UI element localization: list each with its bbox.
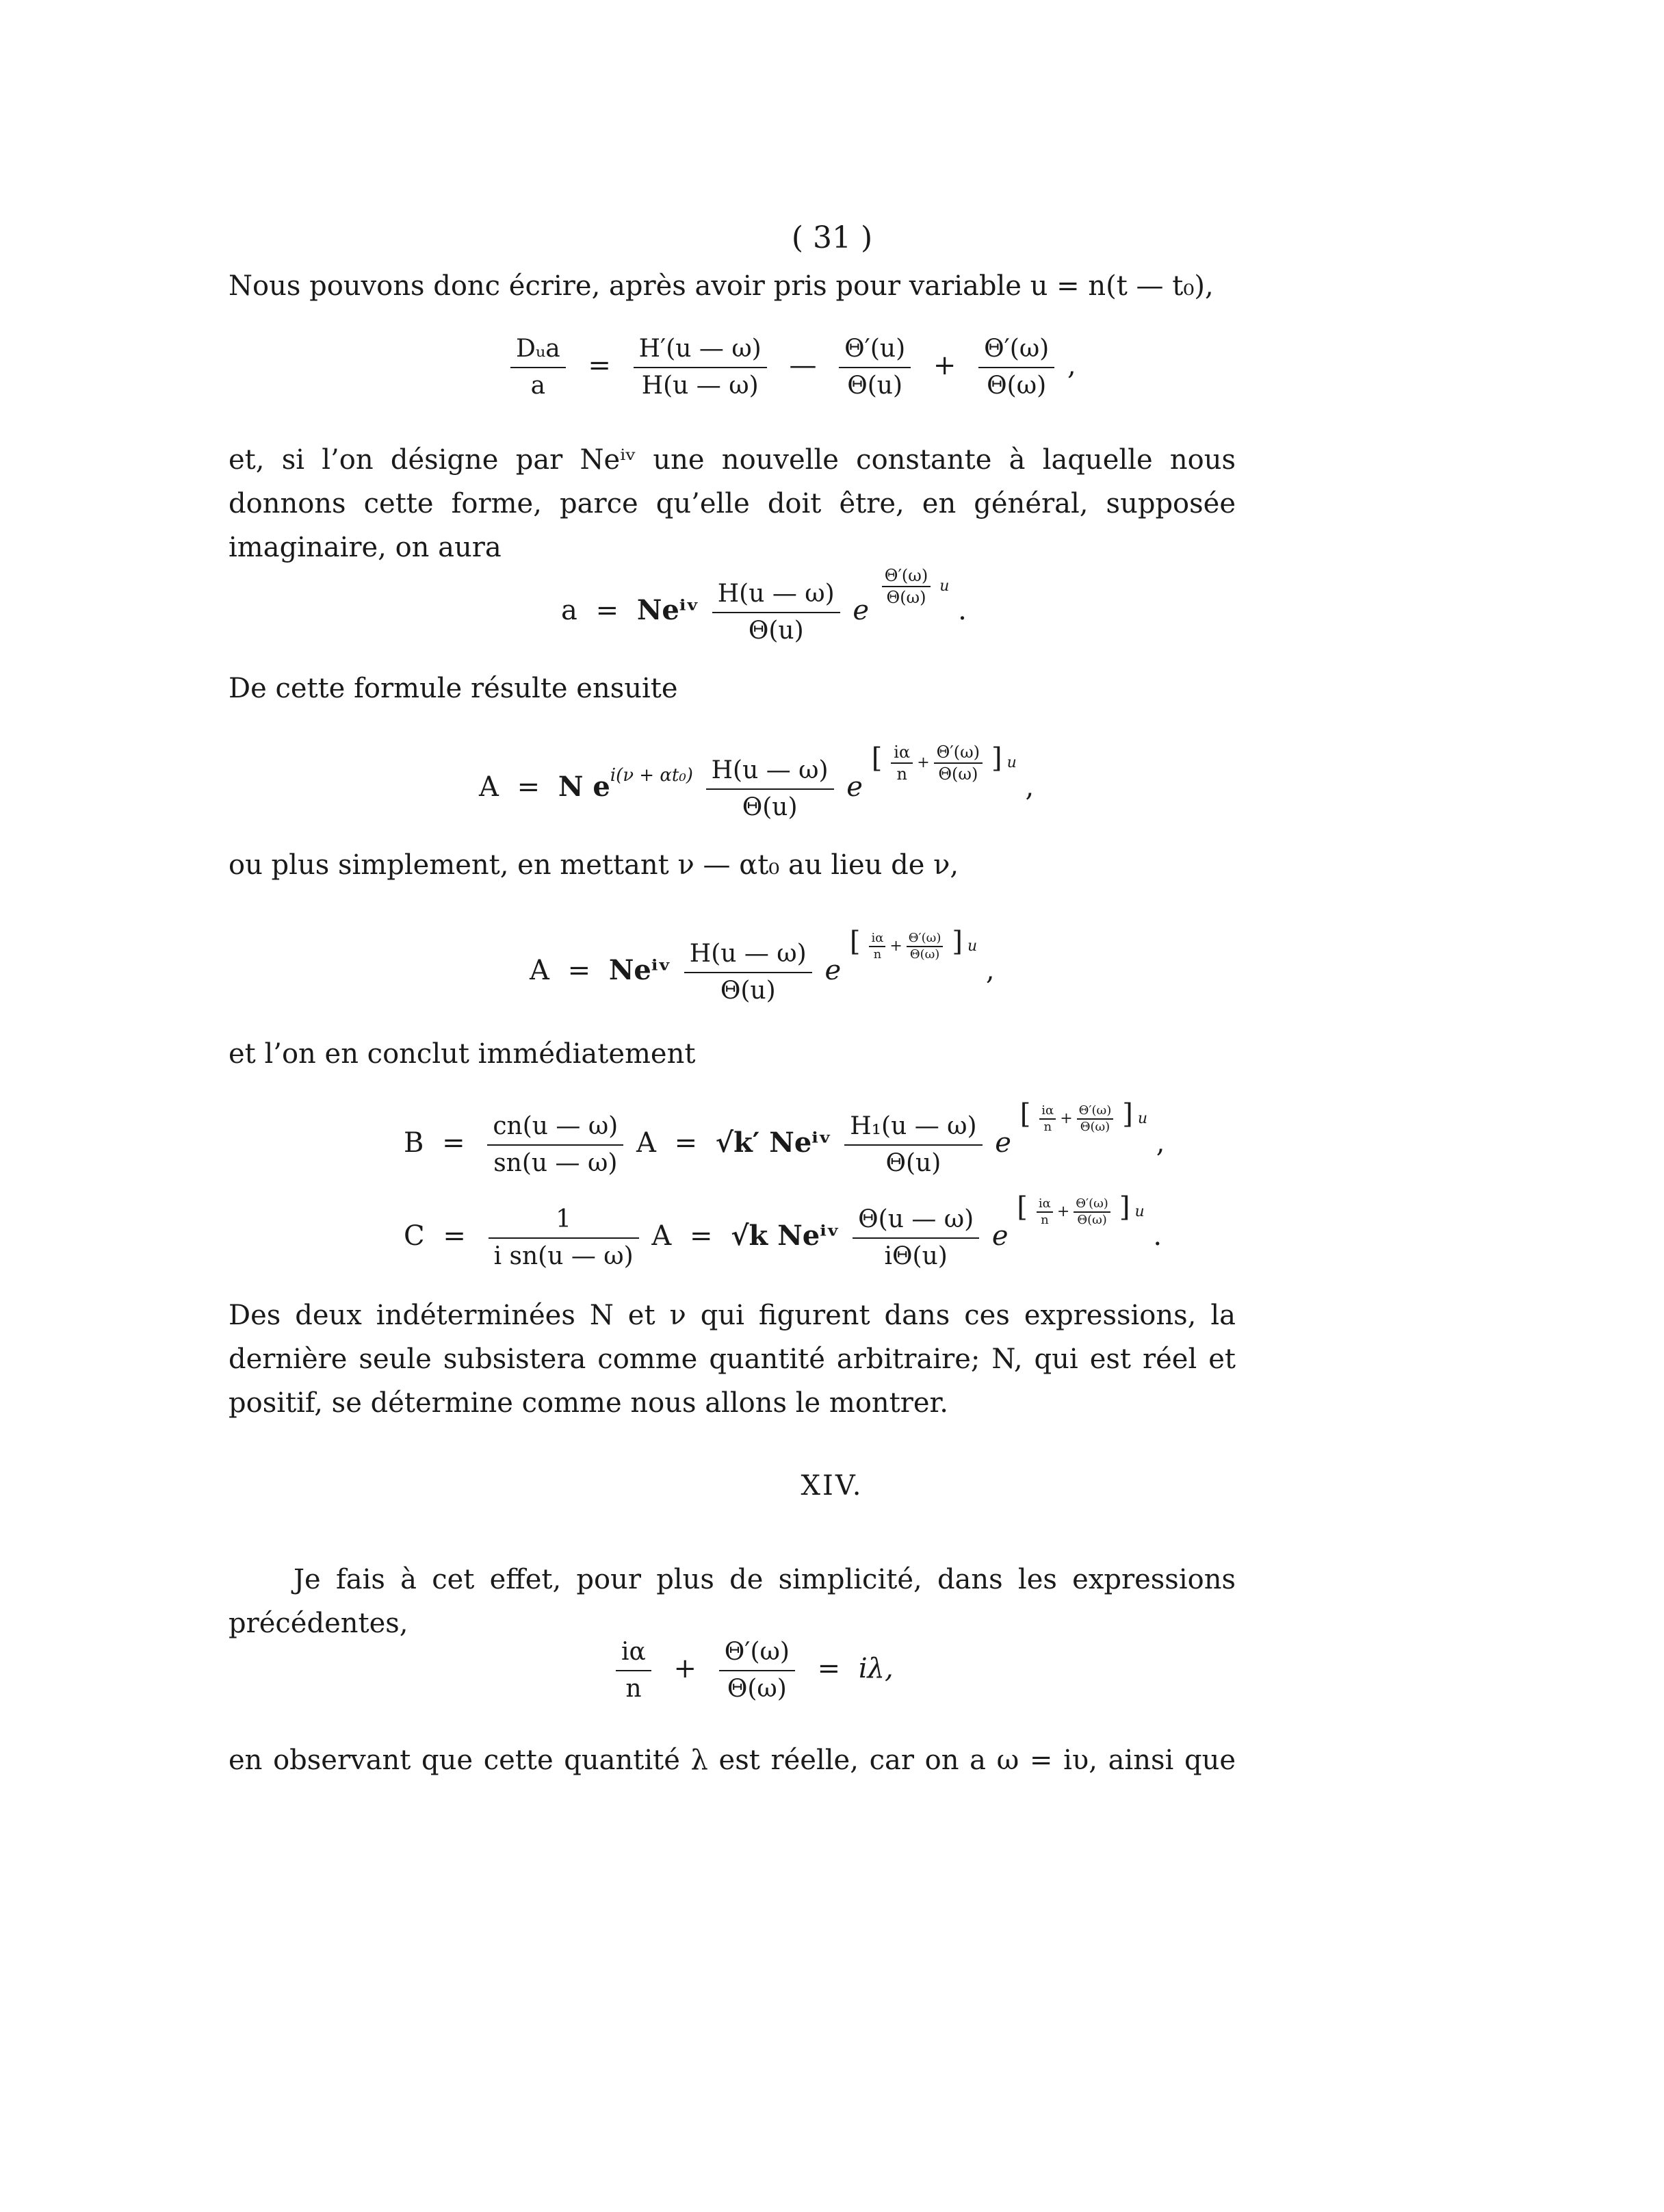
equation-3 <box>479 742 1034 824</box>
eq3-trail: , <box>1025 771 1035 803</box>
eq6-close-bracket: ] <box>1119 1192 1130 1223</box>
eq3-exp-a-num: iα <box>891 742 913 764</box>
eq2-frac-den: Θ(u) <box>748 617 804 645</box>
eq3-coef: N e <box>558 771 610 803</box>
paragraph-8: en observant que cette quantité λ est réelle, car on a ω = iυ, ainsi que <box>229 1745 1236 1776</box>
eq6-exp-a-den: n <box>1041 1213 1049 1227</box>
eq3-exp-b-num: Θ′(ω) <box>934 742 983 764</box>
eq5-exp-b-num: Θ′(ω) <box>1077 1103 1114 1120</box>
eq3-exp-base: e <box>846 771 863 803</box>
eq2-exp-num: Θ′(ω) <box>882 565 931 587</box>
eq4-lhs: A <box>530 955 549 986</box>
eq1-t3-den: Θ(ω) <box>987 372 1047 400</box>
eq5-open-bracket: [ <box>1019 1098 1031 1130</box>
eq2-equals: = <box>595 595 619 626</box>
eq7-b-num: Θ′(ω) <box>719 1636 795 1671</box>
eq6-exp-a-num: iα <box>1037 1196 1053 1213</box>
eq6-exp-b-den: Θ(ω) <box>1077 1213 1107 1227</box>
eq1-t2-num: Θ′(u) <box>839 333 911 368</box>
eq7-equals: = <box>817 1653 841 1684</box>
eq5-equals-2: = <box>674 1127 698 1159</box>
eq5-exponent: [ $\frac{i\alpha}{n}$ + $\frac{\Theta'(\omega)}{\Theta(\omega)}$ ] u <box>1019 1098 1148 1134</box>
eq2-exponent <box>878 565 950 608</box>
paragraph-1: Nous pouvons donc écrire, après avoir pris pour variable u = n(t — t₀), <box>229 270 1214 302</box>
eq4-exp-b-num: Θ′(ω) <box>907 931 944 947</box>
eq4-exp-b-den: Θ(ω) <box>909 947 940 962</box>
eq6-equals-1: = <box>443 1220 466 1252</box>
paragraph-2: et, si l’on désigne par Neⁱᵛ une nouvelle constante à laquelle nous donnons cette forme, parce qu’elle doit être, en général, supposée imaginaire, on aura <box>229 444 1236 563</box>
paragraph-6: Des deux indéterminées N et ν qui figurent dans ces expressions, la dernière seule subsistera comme quantité arbitraire; N, qui est réel et positif, se détermine comme nous allons le montrer. <box>229 1300 1236 1419</box>
eq3-exp-a-den: n <box>896 764 907 784</box>
eq1-equals: = <box>588 350 611 381</box>
eq5-equals-1: = <box>442 1127 465 1159</box>
eq6-exp-a <box>1037 1196 1053 1228</box>
eq7-b-den: Θ(ω) <box>727 1675 787 1703</box>
equation-5 <box>404 1098 1165 1180</box>
eq4-equals: = <box>567 955 591 986</box>
eq6-fraction-2 <box>853 1203 979 1273</box>
eq3-coef-exp: i(ν + αt₀) <box>610 765 693 786</box>
paragraph-4: ou plus simplement, en mettant ν — αt₀ au lieu de ν, <box>229 849 959 881</box>
eq5-fraction-2 <box>844 1110 982 1180</box>
equation-6 <box>404 1192 1162 1273</box>
eq4-frac-den: Θ(u) <box>720 977 776 1005</box>
eq3-frac-num: H(u — ω) <box>706 754 834 790</box>
eq6-f1-num: 1 <box>489 1203 639 1239</box>
eq5-f2-num: H₁(u — ω) <box>844 1110 982 1146</box>
eq1-t2-den: Θ(u) <box>847 372 903 400</box>
eq4-exp-base: e <box>824 955 842 986</box>
eq7-plus: + <box>673 1653 697 1684</box>
equation-4 <box>530 926 995 1007</box>
eq2-exp-fraction <box>882 565 931 608</box>
eq6-lhs: C <box>404 1220 425 1252</box>
eq6-open-bracket: [ <box>1017 1192 1028 1223</box>
paragraph-3: De cette formule résulte ensuite <box>229 673 678 704</box>
eq1-t3-num: Θ′(ω) <box>978 333 1054 368</box>
eq5-exp-b <box>1077 1103 1114 1135</box>
eq5-coef: √k′ Neⁱᵛ <box>715 1127 832 1159</box>
eq6-exp-var: u <box>1134 1203 1145 1220</box>
eq5-exp-a <box>1039 1103 1056 1135</box>
eq3-close-bracket: ] <box>991 743 1002 774</box>
eq1-t1-den: H(u — ω) <box>641 372 759 400</box>
eq5-exp-a-den: n <box>1043 1120 1052 1134</box>
eq6-mid: A <box>651 1220 672 1252</box>
eq5-exp-base: e <box>995 1127 1011 1159</box>
eq1-lhs-fraction <box>510 333 566 402</box>
eq5-fraction-1 <box>487 1110 623 1180</box>
eq5-f2-den: Θ(u) <box>885 1149 941 1177</box>
eq5-close-bracket: ] <box>1122 1098 1133 1130</box>
eq5-mid: A <box>636 1127 656 1159</box>
paragraph-5: et l’on en conclut immédiatement <box>229 1038 696 1070</box>
eq6-exp-b-num: Θ′(ω) <box>1074 1196 1110 1213</box>
eq6-exponent: [ $\frac{i\alpha}{n}$ + $\frac{\Theta'(\omega)}{\Theta(\omega)}$ ] u <box>1017 1192 1145 1227</box>
eq5-exp-a-num: iα <box>1039 1103 1056 1120</box>
eq3-exp-a <box>891 742 913 784</box>
eq3-lhs: A <box>479 771 499 803</box>
eq7-a-den: n <box>625 1675 642 1703</box>
eq6-coef: √k Neⁱᵛ <box>731 1220 840 1252</box>
eq3-equals: = <box>517 771 541 803</box>
eq6-f2-den: iΘ(u) <box>884 1242 948 1270</box>
eq1-t1-num: H′(u — ω) <box>634 333 767 368</box>
equation-7 <box>612 1636 894 1706</box>
eq3-exp-var: u <box>1006 754 1017 771</box>
eq6-fraction-1 <box>489 1203 639 1273</box>
eq6-f2-num: Θ(u — ω) <box>853 1203 979 1239</box>
eq1-lhs-num: Dᵤa <box>510 333 566 368</box>
eq2-exp-den: Θ(ω) <box>886 588 926 607</box>
eq4-coef: Neⁱᵛ <box>608 954 672 986</box>
equation-2 <box>561 565 967 647</box>
eq4-exp-var: u <box>967 938 978 955</box>
eq5-exp-b-den: Θ(ω) <box>1080 1120 1110 1134</box>
eq4-exponent: [ $\frac{i\alpha}{n}$ + $\frac{\Theta'(\omega)}{\Theta(\omega)}$ ] u <box>849 926 978 962</box>
eq5-lhs: B <box>404 1127 424 1159</box>
eq6-exp-b <box>1074 1196 1110 1228</box>
eq7-a-num: iα <box>616 1636 651 1671</box>
eq3-exp-b <box>934 742 983 784</box>
eq6-f1-den: i sn(u — ω) <box>493 1242 634 1270</box>
eq3-frac-den: Θ(u) <box>742 793 798 821</box>
eq7-fraction-a <box>616 1636 651 1706</box>
eq3-exponent: [ $\frac{i\alpha}{n}$ + $\frac{\Theta'(\omega)}{\Theta(\omega)}$ ] u <box>871 743 1017 784</box>
eq4-exp-b <box>907 931 944 962</box>
eq2-frac-num: H(u — ω) <box>712 578 840 613</box>
eq5-f1-den: sn(u — ω) <box>493 1149 618 1177</box>
eq3-exp-b-den: Θ(ω) <box>938 764 978 784</box>
eq1-trail: , <box>1067 350 1076 381</box>
eq5-f1-num: cn(u — ω) <box>487 1110 623 1146</box>
eq4-fraction <box>684 938 812 1007</box>
eq4-close-bracket: ] <box>952 926 963 957</box>
equation-1 <box>506 333 1076 402</box>
eq4-exp-a-num: iα <box>869 931 885 947</box>
eq3-open-bracket: [ <box>871 743 883 774</box>
section-title: XIV. <box>801 1470 863 1502</box>
eq4-trail: , <box>985 955 995 986</box>
eq6-exp-base: e <box>991 1220 1009 1252</box>
eq4-frac-num: H(u — ω) <box>684 938 812 973</box>
eq1-plus: + <box>933 350 957 381</box>
eq7-fraction-b <box>719 1636 795 1706</box>
eq4-open-bracket: [ <box>849 926 861 957</box>
eq2-trail: . <box>958 595 967 626</box>
eq2-exp-base: e <box>853 595 870 626</box>
eq6-equals-2: = <box>690 1220 713 1252</box>
paragraph-7: Je fais à cet effet, pour plus de simplicité, dans les expressions précédentes, <box>229 1564 1236 1639</box>
eq1-minus: — <box>789 350 817 381</box>
eq1-term1 <box>634 333 767 402</box>
page-number: ( 31 ) <box>791 220 873 255</box>
eq2-lhs: a <box>561 595 577 626</box>
eq3-fraction <box>706 754 834 824</box>
eq2-exp-var: u <box>939 578 950 595</box>
eq1-term2 <box>839 333 911 402</box>
eq5-trail: , <box>1156 1127 1165 1159</box>
eq7-rhs: iλ, <box>858 1653 894 1684</box>
eq2-coef: Neⁱᵛ <box>636 594 700 626</box>
eq2-fraction <box>712 578 840 647</box>
eq6-trail: . <box>1153 1220 1162 1252</box>
eq1-lhs-den: a <box>530 372 546 400</box>
eq5-exp-var: u <box>1137 1110 1148 1127</box>
eq4-exp-a-den: n <box>873 947 882 962</box>
eq4-exp-a <box>869 931 885 962</box>
eq1-term3 <box>978 333 1054 402</box>
